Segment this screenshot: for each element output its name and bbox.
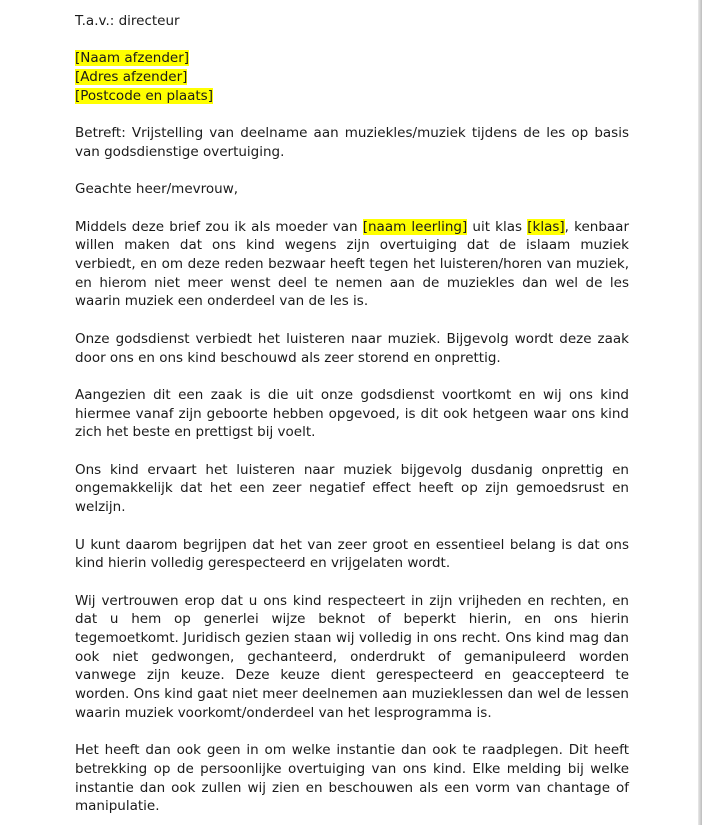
attention-line: T.a.v.: directeur	[75, 13, 180, 29]
sender-block	[75, 49, 629, 105]
body-paragraph: Het heeft dan ook geen in om welke instantie dan ook te raadplegen. Dit heeft betrekking op de persoonlijke overtuiging van ons kind. Elke melding bij welke instantie dan ook zullen wij zien en beschouwen als een vorm van chantage of manipulatie.	[75, 742, 629, 815]
student-name-placeholder: [naam leerling]	[362, 218, 468, 235]
subject-line: Betreft: Vrijstelling van deelname aan muziekles/muziek tijdens de les op basis van godsdienstige overtuiging.	[75, 125, 629, 160]
page-edge-shadow	[698, 0, 702, 825]
sender-postal-placeholder: [Postcode en plaats]	[75, 87, 213, 104]
intro-paragraph: Middels deze brief zou ik als moeder van [naam leerling] uit klas [klas], kenbaar willen maken dat ons kind wegens zijn overtuiging dat de islaam muziek verbiedt, en om deze reden bezwaar heeft tegen het luisteren/horen van muziek, en hierom niet meer wenst deel te nemen aan de muziekles dan wel de les waarin muziek een onderdeel van de les is.	[75, 218, 630, 310]
salutation: Geachte heer/mevrouw,	[75, 181, 239, 198]
body-paragraph: U kunt daarom begrijpen dat het van zeer groot en essentieel belang is dat ons kind hierin volledig gerespecteerd en vrijgelaten wordt.	[75, 536, 629, 572]
letter-body	[75, 12, 629, 835]
sender-address-placeholder: [Adres afzender]	[75, 69, 188, 86]
body-paragraph: Onze godsdienst verbiedt het luisteren naar muziek. Bijgevolg wordt deze zaak door ons en ons kind beschouwd als zeer storend en onprettig.	[75, 330, 629, 366]
sender-name-placeholder: [Naam afzender]	[75, 50, 190, 67]
class-placeholder: [klas]	[527, 218, 565, 235]
body-paragraph: Aangezien dit een zaak is die uit onze godsdienst voortkomt en wij ons kind hiermee vanaf zijn geboorte hebben opgevoed, is dit ook hetgeen waar ons kind zich het beste en prettigst bij voelt.	[75, 386, 629, 441]
body-paragraph: Ons kind ervaart het luisteren naar muziek bijgevolg dusdanig onprettig en ongemakkelijk dat het een zeer negatief effect heeft op zijn gemoedsrust en welzijn.	[75, 461, 629, 516]
body-paragraph: Wij vertrouwen erop dat u ons kind respecteert in zijn vrijheden en rechten, en dat u hem op generlei wijze beknot of beperkt hierin, en ons hierin tegemoetkomt. Juridisch gezien staan wij volledig in ons recht. Ons kind mag dan ook niet gedwongen, gechanteerd, onderdrukt of gemanipuleerd worden vanwege zijn keuze. Deze keuze dient gerespecteerd en geaccepteerd te worden. Ons kind gaat niet meer deelnemen aan muzieklessen dan wel de lessen waarin muziek voorkomt/onderdeel van het lesprogramma is.	[75, 592, 629, 721]
